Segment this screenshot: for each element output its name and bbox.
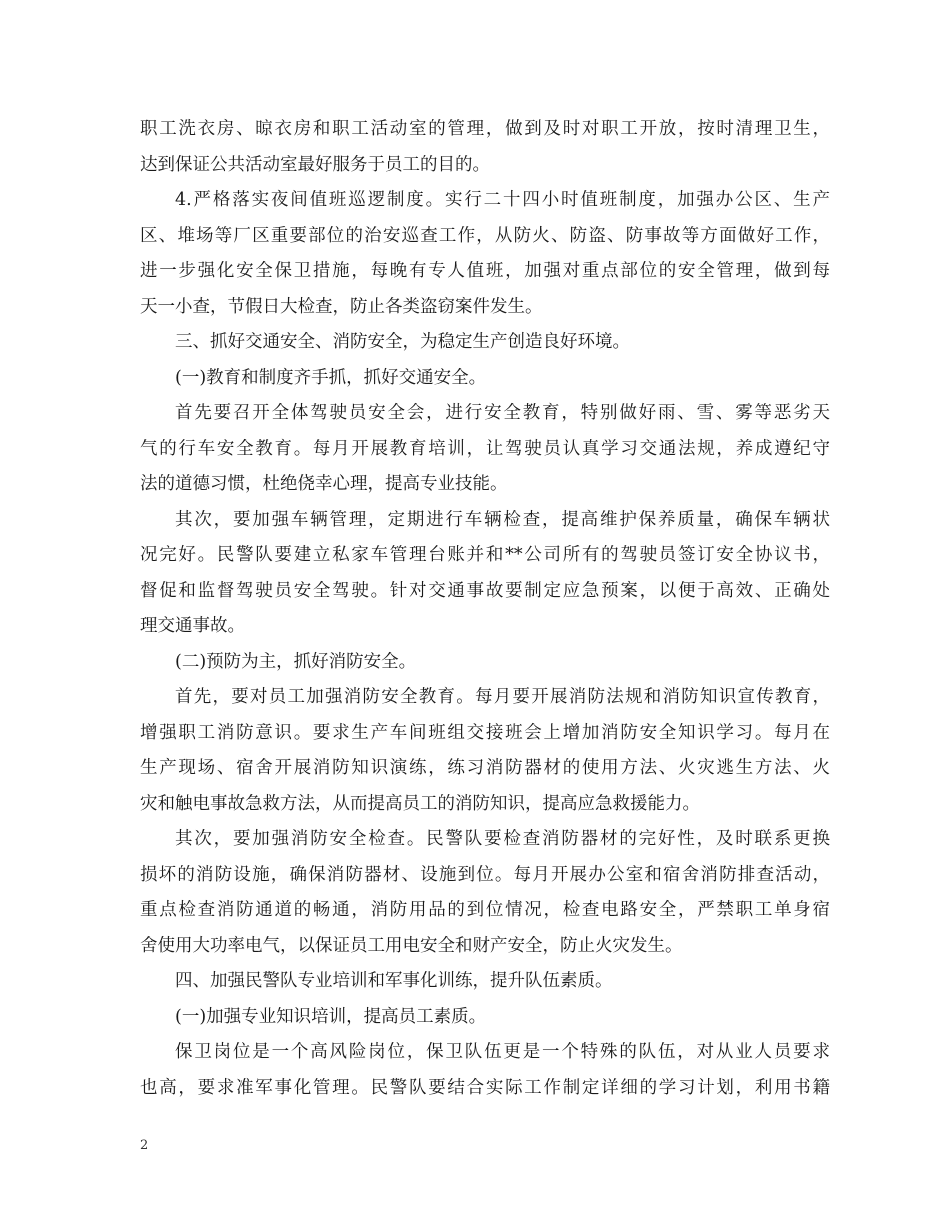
text-line: 督促和监督驾驶员安全驾驶。针对交通事故要制定应急预案，以便于高效、正确处 [140, 580, 830, 601]
paragraph-first-line: 首先要召开全体驾驶员安全会，进行安全教育，特别做好雨、雪、雾等恶劣天 [175, 403, 830, 423]
text-line: 达到保证公共活动室最好服务于员工的目的。 [140, 154, 490, 175]
text-line: 损坏的消防设施，确保消防器材、设施到位。每月开展办公室和宿舍消防排查活动， [140, 864, 830, 885]
subsection-heading: (二)预防为主，抓好消防安全。 [175, 651, 417, 672]
text-line: 进一步强化安全保卫措施，每晚有专人值班，加强对重点部位的安全管理，做到每 [140, 261, 830, 281]
paragraph-first-line: 首先，要对员工加强消防安全教育。每月要开展消防法规和消防知识宣传教育， [175, 687, 830, 707]
page-number: 2 [140, 1138, 149, 1153]
text-line: 况完好。民警队要建立私家车管理台账并和**公司所有的驾驶员签订安全协议书， [140, 545, 830, 565]
subsection-heading: (一)加强专业知识培训，提高员工素质。 [175, 1006, 487, 1027]
paragraph-first-line: 其次，要加强车辆管理，定期进行车辆检查，提高维护保养质量，确保车辆状 [175, 509, 830, 530]
text-line: 气的行车安全教育。每月开展教育培训，让驾驶员认真学习交通法规，养成遵纪守 [140, 438, 830, 459]
text-line: 生产现场、宿舍开展消防知识演练，练习消防器材的使用方法、火灾逃生方法、火 [140, 758, 830, 778]
text-line: 职工洗衣房、晾衣房和职工活动室的管理，做到及时对职工开放，按时清理卫生， [140, 119, 830, 139]
subsection-heading: (一)教育和制度齐手抓，抓好交通安全。 [175, 367, 487, 388]
text-line: 法的道德习惯，杜绝侥幸心理，提高专业技能。 [140, 474, 508, 494]
document-body [140, 112, 830, 1106]
text-line: 重点检查消防通道的畅通，消防用品的到位情况，检查电路安全，严禁职工单身宿 [140, 900, 830, 920]
paragraph-first-line: 4.严格落实夜间值班巡逻制度。实行二十四小时值班制度，加强办公区、生产 [175, 190, 830, 210]
text-line: 舍使用大功率电气，以保证员工用电安全和财产安全，防止火灾发生。 [140, 935, 683, 956]
section-heading: 四、加强民警队专业培训和军事化训练，提升队伍素质。 [175, 971, 613, 991]
text-line: 灾和触电事故急救方法，从而提高员工的消防知识，提高应急救援能力。 [140, 793, 700, 814]
text-line: 增强职工消防意识。要求生产车间班组交接班会上增加消防安全知识学习。每月在 [140, 722, 830, 743]
text-line: 也高，要求准军事化管理。民警队要结合实际工作制定详细的学习计划，利用书籍 [140, 1077, 830, 1098]
text-line: 区、堆场等厂区重要部位的治安巡查工作，从防火、防盗、防事故等方面做好工作， [140, 225, 830, 246]
text-line: 天一小查，节假日大检查，防止各类盗窃案件发生。 [140, 296, 543, 317]
paragraph-first-line: 其次，要加强消防安全检查。民警队要检查消防器材的完好性，及时联系更换 [175, 829, 830, 849]
text-line: 理交通事故。 [140, 616, 245, 636]
paragraph-first-line: 保卫岗位是一个高风险岗位，保卫队伍更是一个特殊的队伍，对从业人员要求 [175, 1042, 830, 1062]
section-heading: 三、抓好交通安全、消防安全，为稳定生产创造良好环境。 [175, 332, 630, 352]
